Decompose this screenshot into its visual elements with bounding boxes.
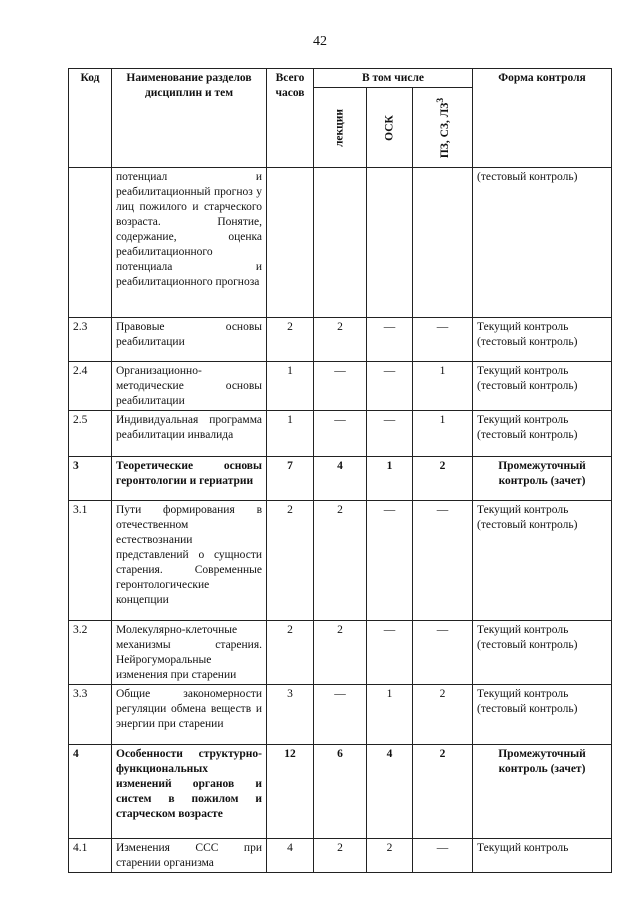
cell-code <box>69 168 112 318</box>
cell-control-form: Текущий контроль (тестовый контроль) <box>473 411 612 457</box>
header-osk <box>367 88 413 168</box>
header-pz-text: ПЗ, СЗ, ЛЗ <box>438 102 451 159</box>
cell-pz: 1 <box>413 411 473 457</box>
cell-section-name: Пути формирования в отечественном естествознании представлений о сущности старения. Современные геронтологические концепции <box>112 501 267 621</box>
cell-osk: 2 <box>367 839 413 873</box>
cell-code: 3 <box>69 457 112 501</box>
cell-code: 3.3 <box>69 685 112 745</box>
cell-osk: — <box>367 411 413 457</box>
cell-section-name: Правовые основы реабилитации <box>112 318 267 362</box>
cell-total-hours: 1 <box>267 411 314 457</box>
cell-control-form: Текущий контроль (тестовый контроль) <box>473 621 612 685</box>
table-row <box>69 362 612 411</box>
cell-osk: — <box>367 318 413 362</box>
cell-code: 3.1 <box>69 501 112 621</box>
table-row <box>69 457 612 501</box>
cell-control-form: Промежуточный контроль (зачет) <box>473 745 612 839</box>
cell-section-name: Индивидуальная программа реабилитации инвалида <box>112 411 267 457</box>
cell-total-hours: 2 <box>267 318 314 362</box>
cell-control-form: Текущий контроль (тестовый контроль) <box>473 362 612 411</box>
cell-section-name: Организационно-методические основы реабилитации <box>112 362 267 411</box>
cell-osk: 1 <box>367 457 413 501</box>
cell-osk <box>367 168 413 318</box>
cell-section-name: Общие закономерности регуляции обмена веществ и энергии при старении <box>112 685 267 745</box>
table-row <box>69 621 612 685</box>
cell-total-hours: 4 <box>267 839 314 873</box>
cell-lectures <box>314 168 367 318</box>
cell-total-hours: 12 <box>267 745 314 839</box>
header-pz-footnote: 3 <box>434 97 446 103</box>
cell-lectures: 4 <box>314 457 367 501</box>
header-pz <box>413 88 473 168</box>
cell-pz: 2 <box>413 745 473 839</box>
table-row <box>69 685 612 745</box>
cell-pz: — <box>413 621 473 685</box>
cell-pz: — <box>413 318 473 362</box>
cell-total-hours: 7 <box>267 457 314 501</box>
cell-lectures: — <box>314 685 367 745</box>
cell-lectures: 2 <box>314 621 367 685</box>
cell-code: 4.1 <box>69 839 112 873</box>
curriculum-table <box>68 68 612 873</box>
cell-total-hours: 2 <box>267 621 314 685</box>
cell-pz: 2 <box>413 685 473 745</box>
cell-code: 2.4 <box>69 362 112 411</box>
cell-osk: — <box>367 501 413 621</box>
cell-control-form: Текущий контроль <box>473 839 612 873</box>
cell-pz: — <box>413 501 473 621</box>
cell-pz <box>413 168 473 318</box>
cell-lectures: — <box>314 411 367 457</box>
cell-section-name: Изменения ССС при старении организма <box>112 839 267 873</box>
cell-pz: 2 <box>413 457 473 501</box>
cell-code: 3.2 <box>69 621 112 685</box>
table-row <box>69 411 612 457</box>
cell-lectures: 6 <box>314 745 367 839</box>
cell-osk: — <box>367 621 413 685</box>
cell-total-hours <box>267 168 314 318</box>
table-row <box>69 745 612 839</box>
cell-lectures: 2 <box>314 501 367 621</box>
cell-pz: 1 <box>413 362 473 411</box>
cell-total-hours: 1 <box>267 362 314 411</box>
page-number: 42 <box>313 34 327 49</box>
cell-code: 2.5 <box>69 411 112 457</box>
cell-code: 2.3 <box>69 318 112 362</box>
cell-total-hours: 2 <box>267 501 314 621</box>
cell-lectures: 2 <box>314 839 367 873</box>
header-including: В том числе <box>314 69 473 88</box>
cell-code: 4 <box>69 745 112 839</box>
table-row <box>69 168 612 318</box>
cell-lectures: 2 <box>314 318 367 362</box>
table-row <box>69 318 612 362</box>
header-osk-label: ОСК <box>383 115 395 141</box>
table-row <box>69 501 612 621</box>
cell-control-form: (тестовый контроль) <box>473 168 612 318</box>
header-lectures <box>314 88 367 168</box>
cell-control-form: Промежуточный контроль (зачет) <box>473 457 612 501</box>
cell-osk: 4 <box>367 745 413 839</box>
header-lectures-label: лекции <box>333 108 346 148</box>
cell-osk: 1 <box>367 685 413 745</box>
cell-control-form: Текущий контроль (тестовый контроль) <box>473 501 612 621</box>
cell-osk: — <box>367 362 413 411</box>
header-name: Наименование разделов дисциплин и тем <box>112 69 267 168</box>
cell-section-name: Теоретические основы геронтологии и гериатрии <box>112 457 267 501</box>
table-row <box>69 839 612 873</box>
cell-lectures: — <box>314 362 367 411</box>
header-control-form: Форма контроля <box>473 69 612 168</box>
header-code: Код <box>69 69 112 168</box>
header-pz-label <box>434 98 452 158</box>
cell-pz: — <box>413 839 473 873</box>
cell-control-form: Текущий контроль (тестовый контроль) <box>473 685 612 745</box>
cell-section-name: Особенности структурно-функциональных изменений органов и систем в пожилом и старческом возрасте <box>112 745 267 839</box>
header-total-hours: Всего часов <box>267 69 314 168</box>
cell-section-name: Молекулярно-клеточные механизмы старения. Нейрогуморальные изменения при старении <box>112 621 267 685</box>
cell-total-hours: 3 <box>267 685 314 745</box>
cell-section-name: потенциал и реабилитационный прогноз у лиц пожилого и старческого возраста. Понятие, содержание, оценка реабилитационного потенциала и реабилитационного прогноза <box>112 168 267 318</box>
cell-control-form: Текущий контроль (тестовый контроль) <box>473 318 612 362</box>
